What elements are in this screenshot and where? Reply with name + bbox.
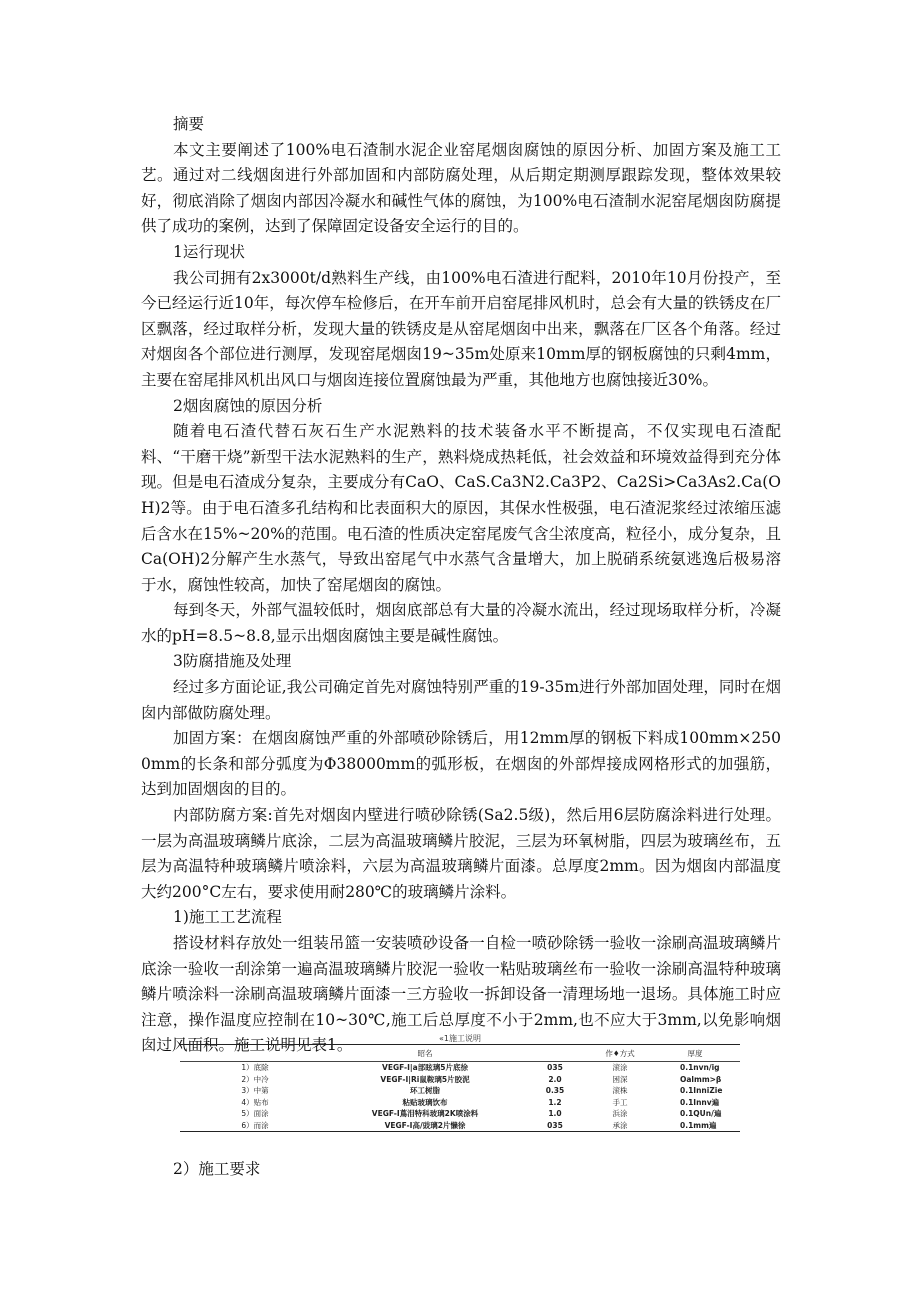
cell-method: 承涂 (612, 1120, 628, 1130)
cell-method: 困深 (612, 1074, 628, 1084)
header-cell: 厚度 (650, 1045, 740, 1062)
subsection1-heading: 1)施工工艺流程 (173, 908, 282, 927)
cell-thickness: 1.2 (548, 1097, 562, 1107)
cell-method: 手工 (612, 1097, 628, 1107)
construction-table (180, 1034, 740, 1132)
cell-name: 6）而涂 (241, 1120, 269, 1130)
cell-thickness: 035 (547, 1063, 563, 1073)
abstract-heading: 摘要 (173, 115, 205, 133)
cell-thickness: 1.0 (548, 1109, 562, 1119)
cell-standard: 0.1QUn/遍 (680, 1109, 722, 1119)
table-row (180, 1108, 740, 1120)
cell-standard: 0.1mm遍 (680, 1120, 717, 1130)
cell-method: 滚株 (612, 1086, 628, 1096)
section2-paragraph-2: 每到冬天，外部气温较低时，烟囱底部总有大量的冷凝水流出，经过现场取样分析，冷凝水的pH=8.5~8.8,显示出烟囱腐蚀主要是碱性腐蚀。 (141, 601, 781, 645)
abstract-paragraph: 本文主要阐述了100%电石渣制水泥企业窑尾烟囱腐蚀的原因分析、加固方案及施工工艺。通过对二线烟囱进行外部加固和内部防腐处理，从后期定期测厚跟踪发现，整体效果较好，彻底消除了烟囱内部因冷凝水和碱性气体的腐蚀，为100%电石渣制水泥窑尾烟囱防腐提供了成功的案例，达到了保障固定设备安全运行的目的。 (141, 140, 781, 236)
cell-material: VEGF-I|Ri鼠鞍璃5片胶泥 (380, 1074, 470, 1084)
cell-name: 2）中冷 (241, 1074, 269, 1084)
cell-material: VEGF-I蔦泪特科玻璃2K喷涂料 (371, 1109, 479, 1119)
table-caption: «1施工说明 (439, 1034, 481, 1043)
cell-name: 4）贴布 (241, 1097, 269, 1107)
table-row (180, 1074, 740, 1086)
cell-standard: Oalmm>β (680, 1074, 722, 1084)
table-row (180, 1085, 740, 1097)
cell-material: VEGF-I|a部眩璃5片底徐 (382, 1063, 468, 1073)
section3-paragraph-3: 内部防腐方案:首先对烟囱内壁进行喷砂除锈(Sa2.5级)，然后用6层防腐涂料进行处理。一层为高温玻璃鳞片底涂，二层为高温玻璃鳞片胶泥，三层为环氧树脂，四层为玻璃丝布，五层为高温特种玻璃鳞片喷涂料，六层为高温玻璃鳞片面漆。总厚度2mm。因为烟囱内部温度大约200°C左右，要求使用耐280℃的玻璃鳞片涂料。 (141, 806, 781, 901)
cell-thickness: 2.0 (548, 1074, 562, 1084)
header-cell: 作♦方式 (590, 1045, 650, 1062)
section3-heading: 3防腐措施及处理 (173, 652, 292, 671)
table-header-row (180, 1045, 740, 1062)
cell-thickness: 0.35 (545, 1086, 565, 1096)
cell-method: 滚涂 (612, 1063, 628, 1073)
cell-material: 环工树脂 (410, 1086, 440, 1096)
cell-name: 3）中第 (241, 1086, 269, 1096)
table-row (180, 1097, 740, 1109)
cell-thickness: 035 (547, 1120, 563, 1130)
cell-material: 粘贴玻璃饮布 (402, 1097, 448, 1107)
section3-paragraph-1: 经过多方面论证,我公司确定首先对腐蚀特别严重的19-35m进行外部加固处理，同时在烟囱内部做防腐处理。 (141, 678, 781, 722)
cell-method: 浜涂 (612, 1109, 628, 1119)
table (180, 1044, 740, 1132)
table-row (180, 1120, 740, 1132)
cell-standard: 0.1nvn/ig (680, 1063, 720, 1073)
table-row (180, 1062, 740, 1074)
cell-material: VEGF-I高/豉璃2片懒徐 (384, 1120, 466, 1130)
header-cell (520, 1045, 590, 1062)
section2-heading: 2烟囱腐蚀的原因分析 (173, 396, 323, 415)
cell-standard: 0.1Innv遍 (680, 1097, 720, 1107)
subsection2-heading: 2）施工要求 (173, 1160, 261, 1178)
section1-heading: 1运行现状 (173, 242, 245, 261)
cell-name: 5）面涂 (241, 1109, 269, 1119)
section2-paragraph-1: 随着电石渣代替石灰石生产水泥熟料的技术装备水平不断提高，不仅实现电石渣配料、“干磨干烧”新型干法水泥熟料的生产，熟料烧成热耗低，社会效益和环境效益得到充分体现。但是电石渣成分复杂，主要成分有CaO、CaS.Ca3N2.Ca3P2、Ca2Si>Ca3As2.Ca(OH)2等。由于电石渣多孔结构和比表面积大的原因，其保水性极强，电石渣泥浆经过浓缩压滤后含水在15%~20%的范围。电石渣的性质决定窑尾废气含尘浓度高，粒径小，成分复杂，且Ca(OH)2分解产生水蒸气，导致出窑尾气中水蒸气含量增大，加上脱硝系统氨逃逸后极易溶于水，腐蚀性较高，加快了窑尾烟囱的腐蚀。 (141, 422, 781, 594)
document-body (141, 112, 781, 1059)
section1-paragraph: 我公司拥有2x3000t/d熟料生产线，由100%电石渣进行配料，2010年10月份投产，至今已经运行近10年，每次停车检修后，在开车前开启窑尾排风机时，总会有大量的铁锈皮在厂区飘落，经过取样分析，发现大量的铁锈皮是从窑尾烟囱中出来，飘落在厂区各个角落。经过对烟囱各个部位进行测厚，发现窑尾烟囱19~35m处原来10mm厚的钢板腐蚀的只剩4mm，主要在窑尾排风机出风口与烟囱连接位置腐蚀最为严重，其他地方也腐蚀接近30%。 (141, 268, 781, 389)
cell-name: 1）底除 (241, 1063, 269, 1073)
header-cell (180, 1045, 330, 1062)
header-cell: 昭名 (330, 1045, 520, 1062)
subsection1-paragraph: 搭设材料存放处一组装吊篮一安装喷砂设备一自检一喷砂除锈一验收一涂刷高温玻璃鳞片底涂一验收一刮涂第一遍高温玻璃鳞片胶泥一验收一粘贴玻璃丝布一验收一涂刷高温特种玻璃鳞片喷涂料一涂刷高温玻璃鳞片面漆一三方验收一拆卸设备一清理场地一退场。具体施工时应注意，操作温度应控制在10~30℃,施工后总厚度不小于2mm,也不应大于3mm,以免影响烟囱过风面积。施工说明见表1。 (141, 934, 781, 1055)
cell-standard: 0.1InniZie (680, 1086, 723, 1096)
section3-paragraph-2: 加固方案：在烟囱腐蚀严重的外部喷砂除锈后，用12mm厚的钢板下料成100mm×2500mm的长条和部分弧度为Φ38000mm的弧形板，在烟囱的外部焊接成网格形式的加强筋，达到加固烟囱的目的。 (141, 729, 781, 799)
